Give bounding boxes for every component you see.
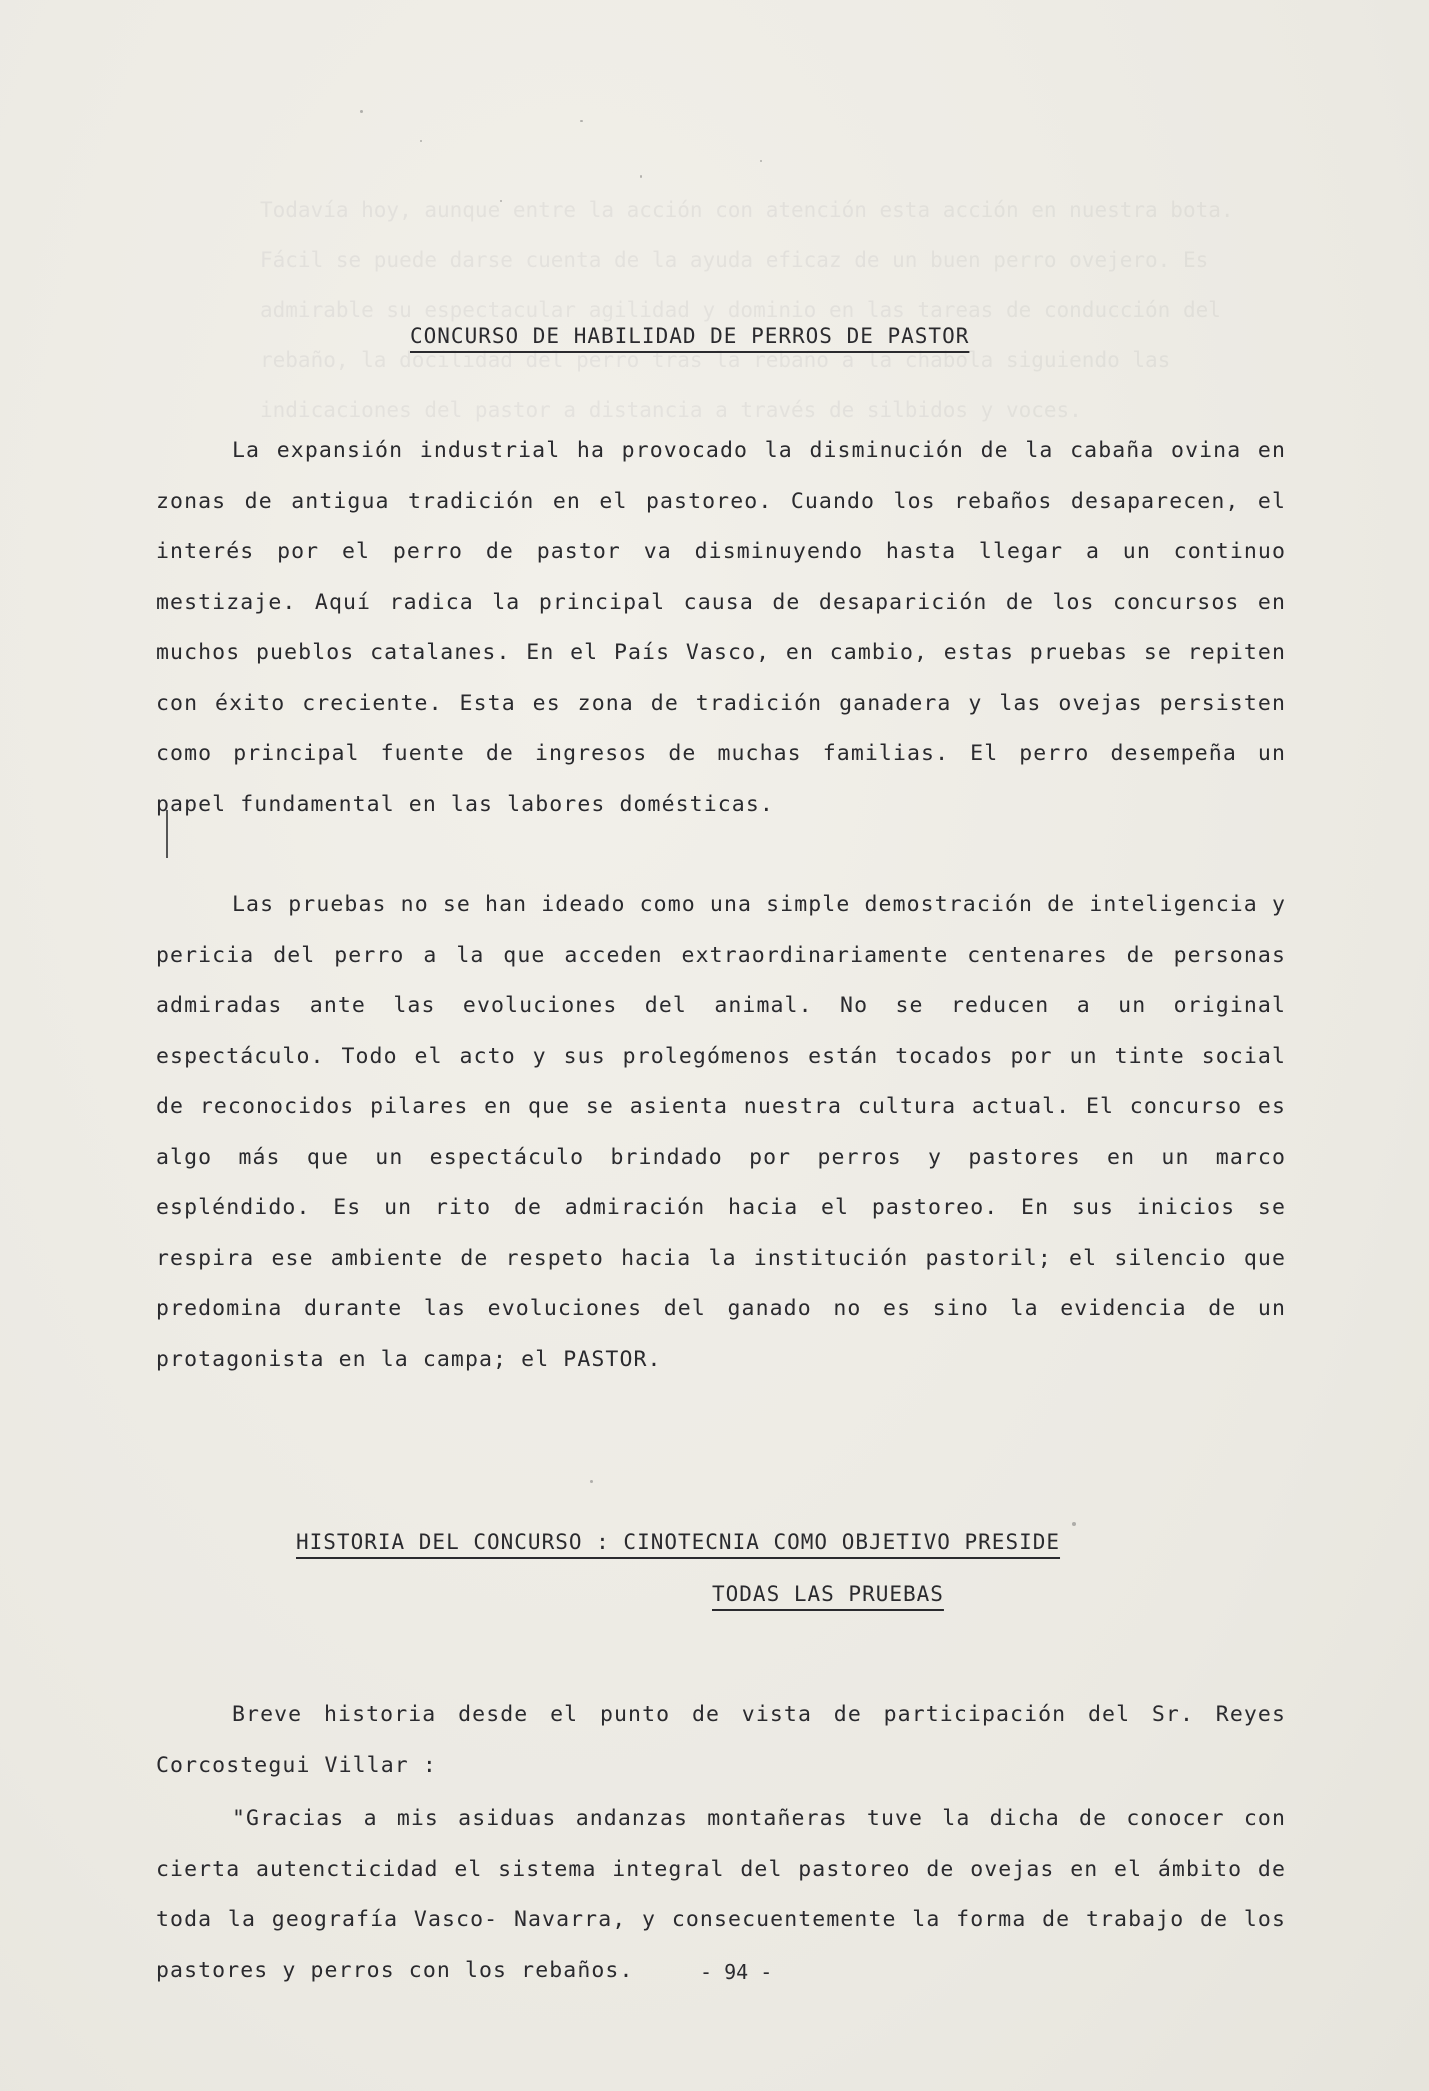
ink-speck xyxy=(1072,1522,1076,1526)
paragraph-breve-historia: Breve historia desde el punto de vista de participación del Sr. Reyes Corcostegui Villar : xyxy=(156,1702,1286,1778)
section-heading-concurso: CONCURSO DE HABILIDAD DE PERROS DE PASTOR xyxy=(410,324,970,348)
ink-speck xyxy=(420,140,422,142)
ink-speck xyxy=(590,1480,593,1483)
page-number: - 94 - xyxy=(700,1960,773,1984)
section-heading-historia: HISTORIA DEL CONCURSO : CINOTECNIA COMO OBJETIVO PRESIDE xyxy=(296,1530,1061,1554)
section-heading-historia-continued: TODAS LAS PRUEBAS xyxy=(712,1582,944,1606)
ink-speck xyxy=(640,175,642,178)
ink-speck xyxy=(500,200,502,202)
bleed-through-text: Todavía hoy, aunque entre la acción con atención esta acción en nuestra bota. Fácil se puede darse cuenta de la ayuda eficaz de un buen perro ovejero. Es admirable su espectacular agilidad y dominio en las tareas de conducción del rebaño, la docilidad del perro tras la rebaño a la chabola siguiendo las indicaciones del pastor a distancia a través de silbidos y voces. xyxy=(260,198,1234,422)
paragraph-quote: "Gracias a mis asiduas andanzas montañeras tuve la dicha de conocer con cierta autencticidad el sistema integral del pastoreo de ovejas en el ámbito de toda la geografía Vasco- Navarra, y consecuentemente la forma de trabajo de los pastores y perros con los rebaños. xyxy=(156,1806,1286,1983)
paragraph-expansion: La expansión industrial ha provocado la disminución de la cabaña ovina en zonas de antigua tradición en el pastoreo. Cuando los rebaños desaparecen, el interés por el perro de pastor va disminuyendo hasta llegar a un continuo mestizaje. Aquí radica la principal causa de desaparición de los concursos en muchos pueblos catalanes. En el País Vasco, en cambio, estas pruebas se repiten con éxito creciente. Esta es zona de tradición ganadera y las ovejas persisten como principal fuente de ingresos de muchas familias. El perro desempeña un papel fundamental en las labores domésticas. xyxy=(156,438,1286,817)
paragraph-pruebas: Las pruebas no se han ideado como una simple demostración de inteligencia y pericia del perro a la que acceden extraordinariamente centenares de personas admiradas ante las evoluciones del animal. No se reducen a un original espectáculo. Todo el acto y sus prolegómenos están tocados por un tinte social de reconocidos pilares en que se asienta nuestra cultura actual. El concurso es algo más que un espectáculo brindado por perros y pastores en un marco espléndido. Es un rito de admiración hacia el pastoreo. En sus inicios se respira ese ambiente de respeto hacia la institución pastoril; el silencio que predomina durante las evoluciones del ganado no es sino la evidencia de un protagonista en la campa; el PASTOR. xyxy=(156,892,1286,1372)
ink-speck xyxy=(580,120,583,122)
ink-speck xyxy=(360,110,363,113)
ink-speck xyxy=(760,160,762,162)
